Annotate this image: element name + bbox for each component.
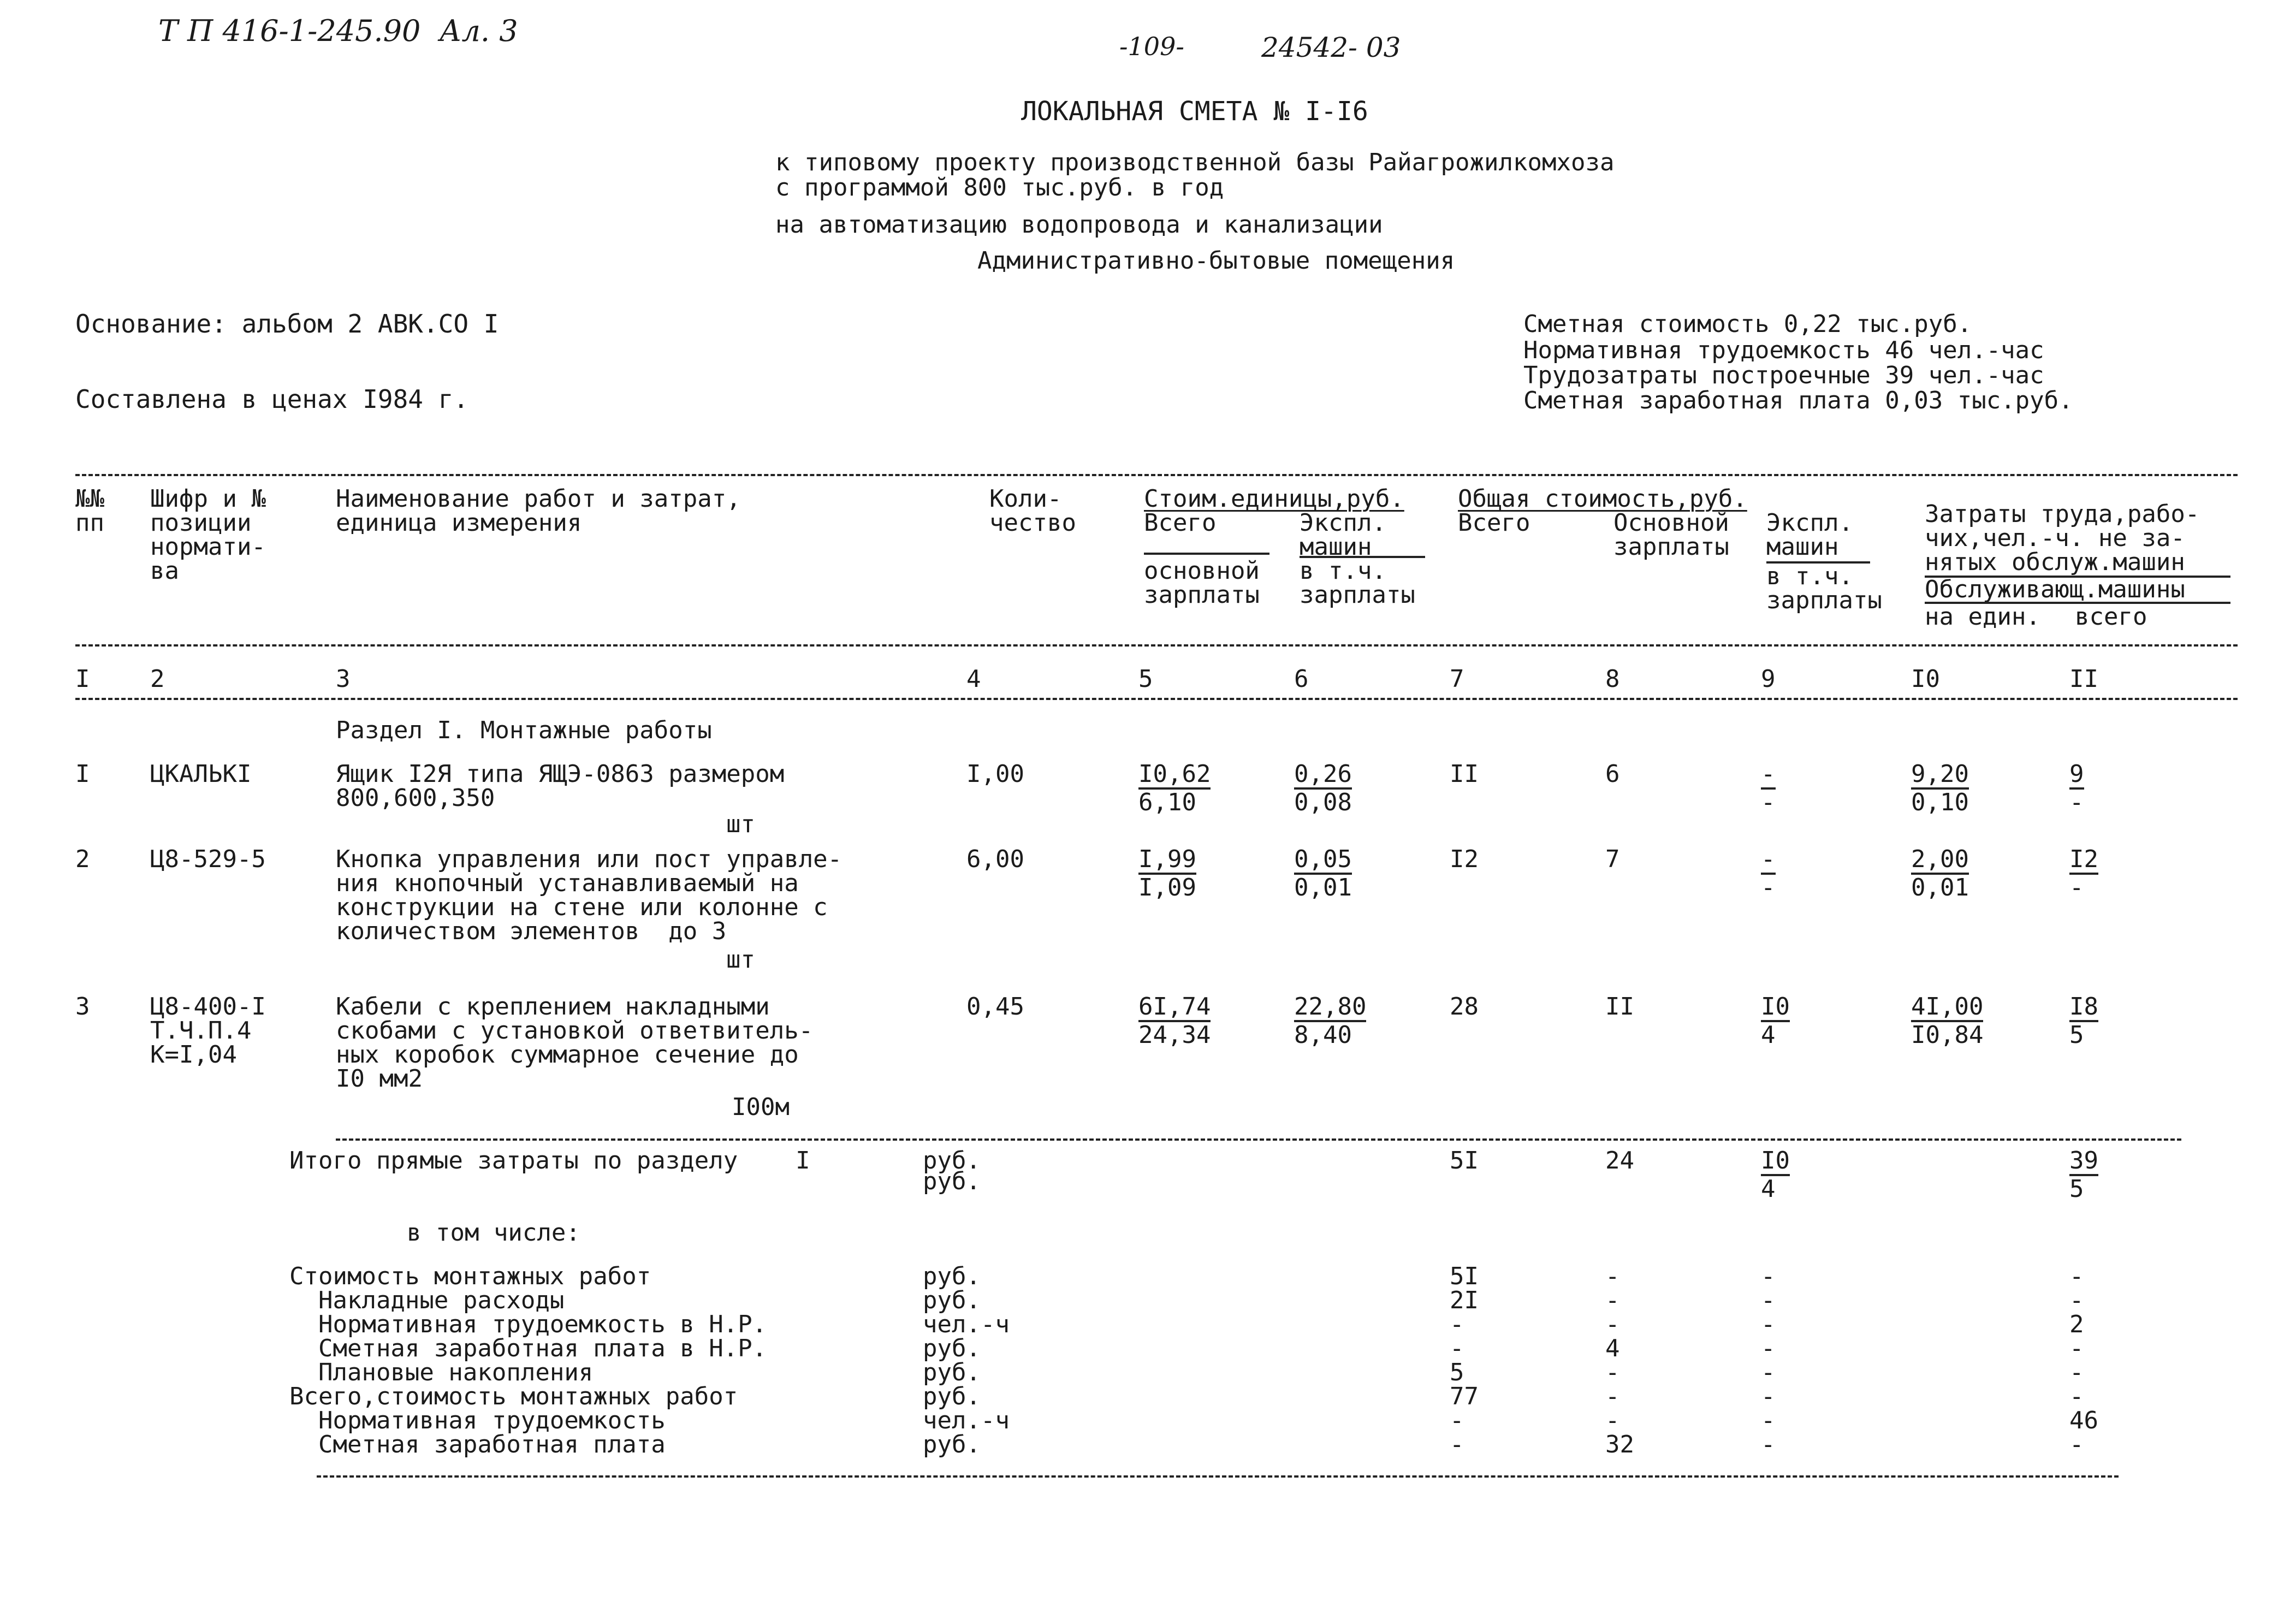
col-header-unit-machines: Экспл. машин: [1300, 509, 1386, 561]
summary-labor: 46: [2069, 1407, 2098, 1434]
summary-label: Сметная заработная плата в Н.Р.: [289, 1335, 767, 1362]
row-labor-unit: [1911, 847, 1969, 900]
prices-text: Составлена в ценах I984 г.: [75, 384, 469, 414]
summary-machines: -: [1761, 1407, 1776, 1434]
section-total-rule: [336, 1138, 2181, 1141]
row-labor-total-top: 9: [2069, 762, 2084, 790]
row-labor-total: [2069, 995, 2098, 1047]
row-unit: I00м: [732, 1093, 790, 1121]
bottom-rule: [317, 1475, 2119, 1478]
col-header-total: Всего: [1458, 509, 1530, 537]
row-quantity: I,00: [966, 760, 1024, 788]
col-header-name: Наименование работ и затрат, единица измерения: [336, 485, 741, 537]
row-labor-total: [2069, 847, 2098, 900]
summary-label: Нормативная трудоемкость: [289, 1407, 666, 1434]
summary-label: Сметная заработная плата: [289, 1431, 666, 1458]
row-unit-total-bottom: 24,34: [1138, 1021, 1211, 1049]
row-total-machines-top: -: [1761, 847, 1776, 875]
summary-label: Накладные расходы: [289, 1286, 565, 1314]
summary-wage: -: [1605, 1383, 1620, 1410]
section-total-c9: [1761, 1149, 1790, 1201]
column-number: II: [2069, 665, 2098, 693]
column-number: 4: [966, 665, 981, 693]
title-line-1: к типовому проекту производственной базы Райагрожилкомхоза: [775, 149, 1615, 176]
col-header-number: №№ пп: [75, 485, 104, 537]
archive-code: 24542- 03: [1261, 32, 1401, 63]
summary-machines: -: [1761, 1383, 1776, 1410]
row-labor-unit: [1911, 762, 1969, 815]
row-total-wage: 7: [1605, 845, 1620, 873]
row-labor-total-bottom: -: [2069, 788, 2084, 816]
col-header-total-cost: Общая стоимость,руб.: [1458, 485, 1747, 513]
row-unit-machines: [1294, 762, 1352, 815]
row-labor-total: [2069, 762, 2084, 815]
section-total-c11-bottom: 5: [2069, 1175, 2084, 1203]
row-number: 3: [75, 993, 90, 1021]
summary-label: Нормативная трудоемкость в Н.Р.: [289, 1310, 767, 1338]
row-unit-machines: [1294, 847, 1352, 900]
row-quantity: 0,45: [966, 993, 1024, 1021]
column-number: 5: [1138, 665, 1153, 693]
section-total-unit-top: руб.: [923, 1147, 981, 1175]
col-header-code: Шифр и № позиции нормати- ва: [150, 485, 266, 585]
row-total-machines: [1761, 762, 1776, 815]
row-total: 28: [1450, 993, 1479, 1021]
row-labor-unit-bottom: 0,01: [1911, 874, 1969, 902]
summary-unit: руб.: [923, 1286, 981, 1314]
row-total-machines-bottom: 4: [1761, 1021, 1776, 1049]
summary-wage: -: [1605, 1407, 1620, 1434]
row-labor-unit-bottom: I0,84: [1911, 1021, 1984, 1049]
row-unit-total-top: 6I,74: [1138, 995, 1211, 1022]
summary-labor: 2: [2069, 1310, 2084, 1338]
summary-unit: руб.: [923, 1335, 981, 1362]
summary-labor: -: [2069, 1431, 2084, 1458]
row-labor-unit-bottom: 0,10: [1911, 788, 1969, 816]
summary-label: Плановые накопления: [289, 1359, 594, 1386]
col-header-total-machines: Экспл. машин: [1766, 509, 1853, 561]
row-total-machines-bottom: -: [1761, 874, 1776, 902]
col-header-labor: Затраты труда,рабо- чих,чел.-ч. не за- нятых обслуж.машин: [1925, 500, 2200, 576]
row-unit-machines: [1294, 995, 1366, 1047]
row-unit-machines-bottom: 8,40: [1294, 1021, 1352, 1049]
summary-label: Всего,стоимость монтажных работ: [289, 1383, 738, 1410]
row-name: Ящик I2Я типа ЯЩЭ-0863 размером 800,600,350: [336, 760, 785, 812]
column-number: 7: [1450, 665, 1464, 693]
unit-total-divider: [1144, 553, 1269, 555]
row-number: 2: [75, 845, 90, 873]
summary-labor: -: [2069, 1383, 2084, 1410]
summary-total: 77: [1450, 1383, 1479, 1410]
summary-total: 5: [1450, 1359, 1464, 1386]
row-total-wage: II: [1605, 993, 1634, 1021]
summary-wage: 32: [1605, 1431, 1634, 1458]
section-total-unit-bottom: руб.: [923, 1167, 981, 1195]
summary-machines: -: [1761, 1262, 1776, 1290]
summary-total: 2I: [1450, 1286, 1479, 1314]
row-labor-unit: [1911, 995, 1983, 1047]
row-total: II: [1450, 760, 1479, 788]
col-header-labor-unit: на един.: [1925, 603, 2040, 631]
row-total-machines: [1761, 847, 1776, 900]
document-title: ЛОКАЛЬНАЯ СМЕТА № I-I6: [1021, 96, 1368, 127]
summary-wage: -: [1605, 1262, 1620, 1290]
row-code: Ц8-529-5: [150, 845, 266, 873]
summary-wage: -: [1605, 1359, 1620, 1386]
row-unit-total-top: I,99: [1138, 847, 1196, 875]
section-total-c11: [2069, 1149, 2098, 1201]
project-code: Т П 416-1-245.90 Ал. 3: [158, 14, 518, 48]
column-number: I0: [1911, 665, 1940, 693]
summary-labor: -: [2069, 1262, 2084, 1290]
title-line-4: Административно-бытовые помещения: [977, 247, 1455, 275]
row-number: I: [75, 760, 90, 788]
row-quantity: 6,00: [966, 845, 1024, 873]
summary-total: -: [1450, 1310, 1464, 1338]
section-total-label: Итого прямые затраты по разделу I: [289, 1147, 810, 1175]
summary-total: -: [1450, 1431, 1464, 1458]
summary-unit: чел.-ч: [923, 1407, 1010, 1434]
row-unit-total-top: I0,62: [1138, 762, 1211, 790]
col-header-labor-total: всего: [2075, 603, 2147, 631]
col-header-unit-cost: Стоим.единицы,руб.: [1144, 485, 1404, 513]
estimated-cost: Сметная стоимость 0,22 тыс.руб.: [1523, 310, 1972, 338]
row-unit-total: [1138, 995, 1211, 1047]
summary-total: -: [1450, 1335, 1464, 1362]
column-number-rule: [75, 698, 2238, 700]
row-unit-total-bottom: 6,10: [1138, 788, 1196, 816]
estimated-wage: Сметная заработная плата 0,03 тыс.руб.: [1523, 387, 2073, 414]
summary-wage: -: [1605, 1286, 1620, 1314]
row-unit: шт: [726, 946, 755, 974]
row-total: I2: [1450, 845, 1479, 873]
row-labor-unit-top: 4I,00: [1911, 995, 1983, 1022]
row-total-machines-top: -: [1761, 762, 1776, 790]
summary-unit: руб.: [923, 1431, 981, 1458]
summary-unit: руб.: [923, 1359, 981, 1386]
summary-label: Стоимость монтажных работ: [289, 1262, 651, 1290]
summary-total: -: [1450, 1407, 1464, 1434]
summary-total: 5I: [1450, 1262, 1479, 1290]
row-code: ЦКАЛЬКI: [150, 760, 252, 788]
row-labor-total-bottom: -: [2069, 874, 2084, 902]
section-total-c7: 5I: [1450, 1147, 1479, 1175]
summary-unit: руб.: [923, 1383, 981, 1410]
summary-labor: -: [2069, 1286, 2084, 1314]
column-number: 2: [150, 665, 165, 693]
row-unit: шт: [726, 810, 755, 838]
row-name: Кнопка управления или пост управле- ния кнопочный устанавливаемый на конструкции на стене или колонне с количеством элементов до 3: [336, 845, 843, 945]
labor-norm: Нормативная трудоемкость 46 чел.-час: [1523, 336, 2044, 364]
row-unit-machines-top: 0,26: [1294, 762, 1352, 790]
col-header-unit-total: Всего: [1144, 509, 1217, 537]
section-total-c9-top: I0: [1761, 1149, 1790, 1176]
column-number: 6: [1294, 665, 1309, 693]
row-unit-total: [1138, 762, 1211, 815]
column-number: 3: [336, 665, 351, 693]
col-header-labor-sub: Обслуживающ.машины: [1925, 576, 2185, 603]
column-number: 9: [1761, 665, 1776, 693]
column-number: 8: [1605, 665, 1620, 693]
header-bottom-rule: [75, 644, 2238, 647]
row-unit-machines-top: 22,80: [1294, 995, 1366, 1022]
summary-unit: чел.-ч: [923, 1310, 1010, 1338]
row-unit-machines-bottom: 0,08: [1294, 788, 1352, 816]
row-labor-unit-top: 2,00: [1911, 847, 1969, 875]
row-labor-total-bottom: 5: [2069, 1021, 2084, 1049]
row-unit-machines-top: 0,05: [1294, 847, 1352, 875]
row-total-machines-bottom: -: [1761, 788, 1776, 816]
col-header-quantity: Коли- чество: [989, 485, 1076, 537]
row-unit-machines-bottom: 0,01: [1294, 874, 1352, 902]
col-header-total-machines-wage: в т.ч. зарплаты: [1766, 562, 1882, 614]
summary-machines: -: [1761, 1359, 1776, 1386]
including-label: в том числе:: [407, 1219, 580, 1247]
row-total-machines-top: I0: [1761, 995, 1790, 1022]
summary-unit: руб.: [923, 1262, 981, 1290]
row-name: Кабели с креплением накладными скобами с установкой ответвитель- ных коробок суммарное сечение до I0 мм2: [336, 993, 814, 1093]
summary-wage: -: [1605, 1310, 1620, 1338]
row-unit-total-bottom: I,09: [1138, 874, 1196, 902]
summary-machines: -: [1761, 1310, 1776, 1338]
col-header-total-wage: Основной зарплаты: [1613, 509, 1729, 561]
summary-wage: 4: [1605, 1335, 1620, 1362]
row-unit-total: [1138, 847, 1196, 900]
section-title: Раздел I. Монтажные работы: [336, 716, 712, 744]
section-total-c9-bottom: 4: [1761, 1175, 1776, 1203]
row-total-wage: 6: [1605, 760, 1620, 788]
title-line-3: на автоматизацию водопровода и канализации: [775, 211, 1383, 239]
summary-machines: -: [1761, 1286, 1776, 1314]
row-labor-total-top: I8: [2069, 995, 2098, 1022]
basis-text: Основание: альбом 2 АВК.СО I: [75, 309, 499, 339]
summary-machines: -: [1761, 1431, 1776, 1458]
title-line-2: с программой 800 тыс.руб. в год: [775, 174, 1224, 201]
summary-labor: -: [2069, 1335, 2084, 1362]
row-code: Ц8-400-I Т.Ч.П.4 К=I,04: [150, 993, 266, 1069]
row-total-machines: [1761, 995, 1790, 1047]
row-labor-total-top: I2: [2069, 847, 2098, 875]
summary-labor: -: [2069, 1359, 2084, 1386]
col-header-unit-machines-wage: в т.ч. зарплаты: [1300, 557, 1415, 609]
summary-machines: -: [1761, 1335, 1776, 1362]
page-number: -109-: [1119, 32, 1184, 61]
section-total-c11-top: 39: [2069, 1149, 2098, 1176]
section-total-c8: 24: [1605, 1147, 1634, 1175]
labor-builders: Трудозатраты построечные 39 чел.-час: [1523, 361, 2044, 389]
col-header-unit-wage: основной зарплаты: [1144, 557, 1260, 609]
header-top-rule: [75, 474, 2238, 476]
row-labor-unit-top: 9,20: [1911, 762, 1969, 790]
column-number: I: [75, 665, 90, 693]
